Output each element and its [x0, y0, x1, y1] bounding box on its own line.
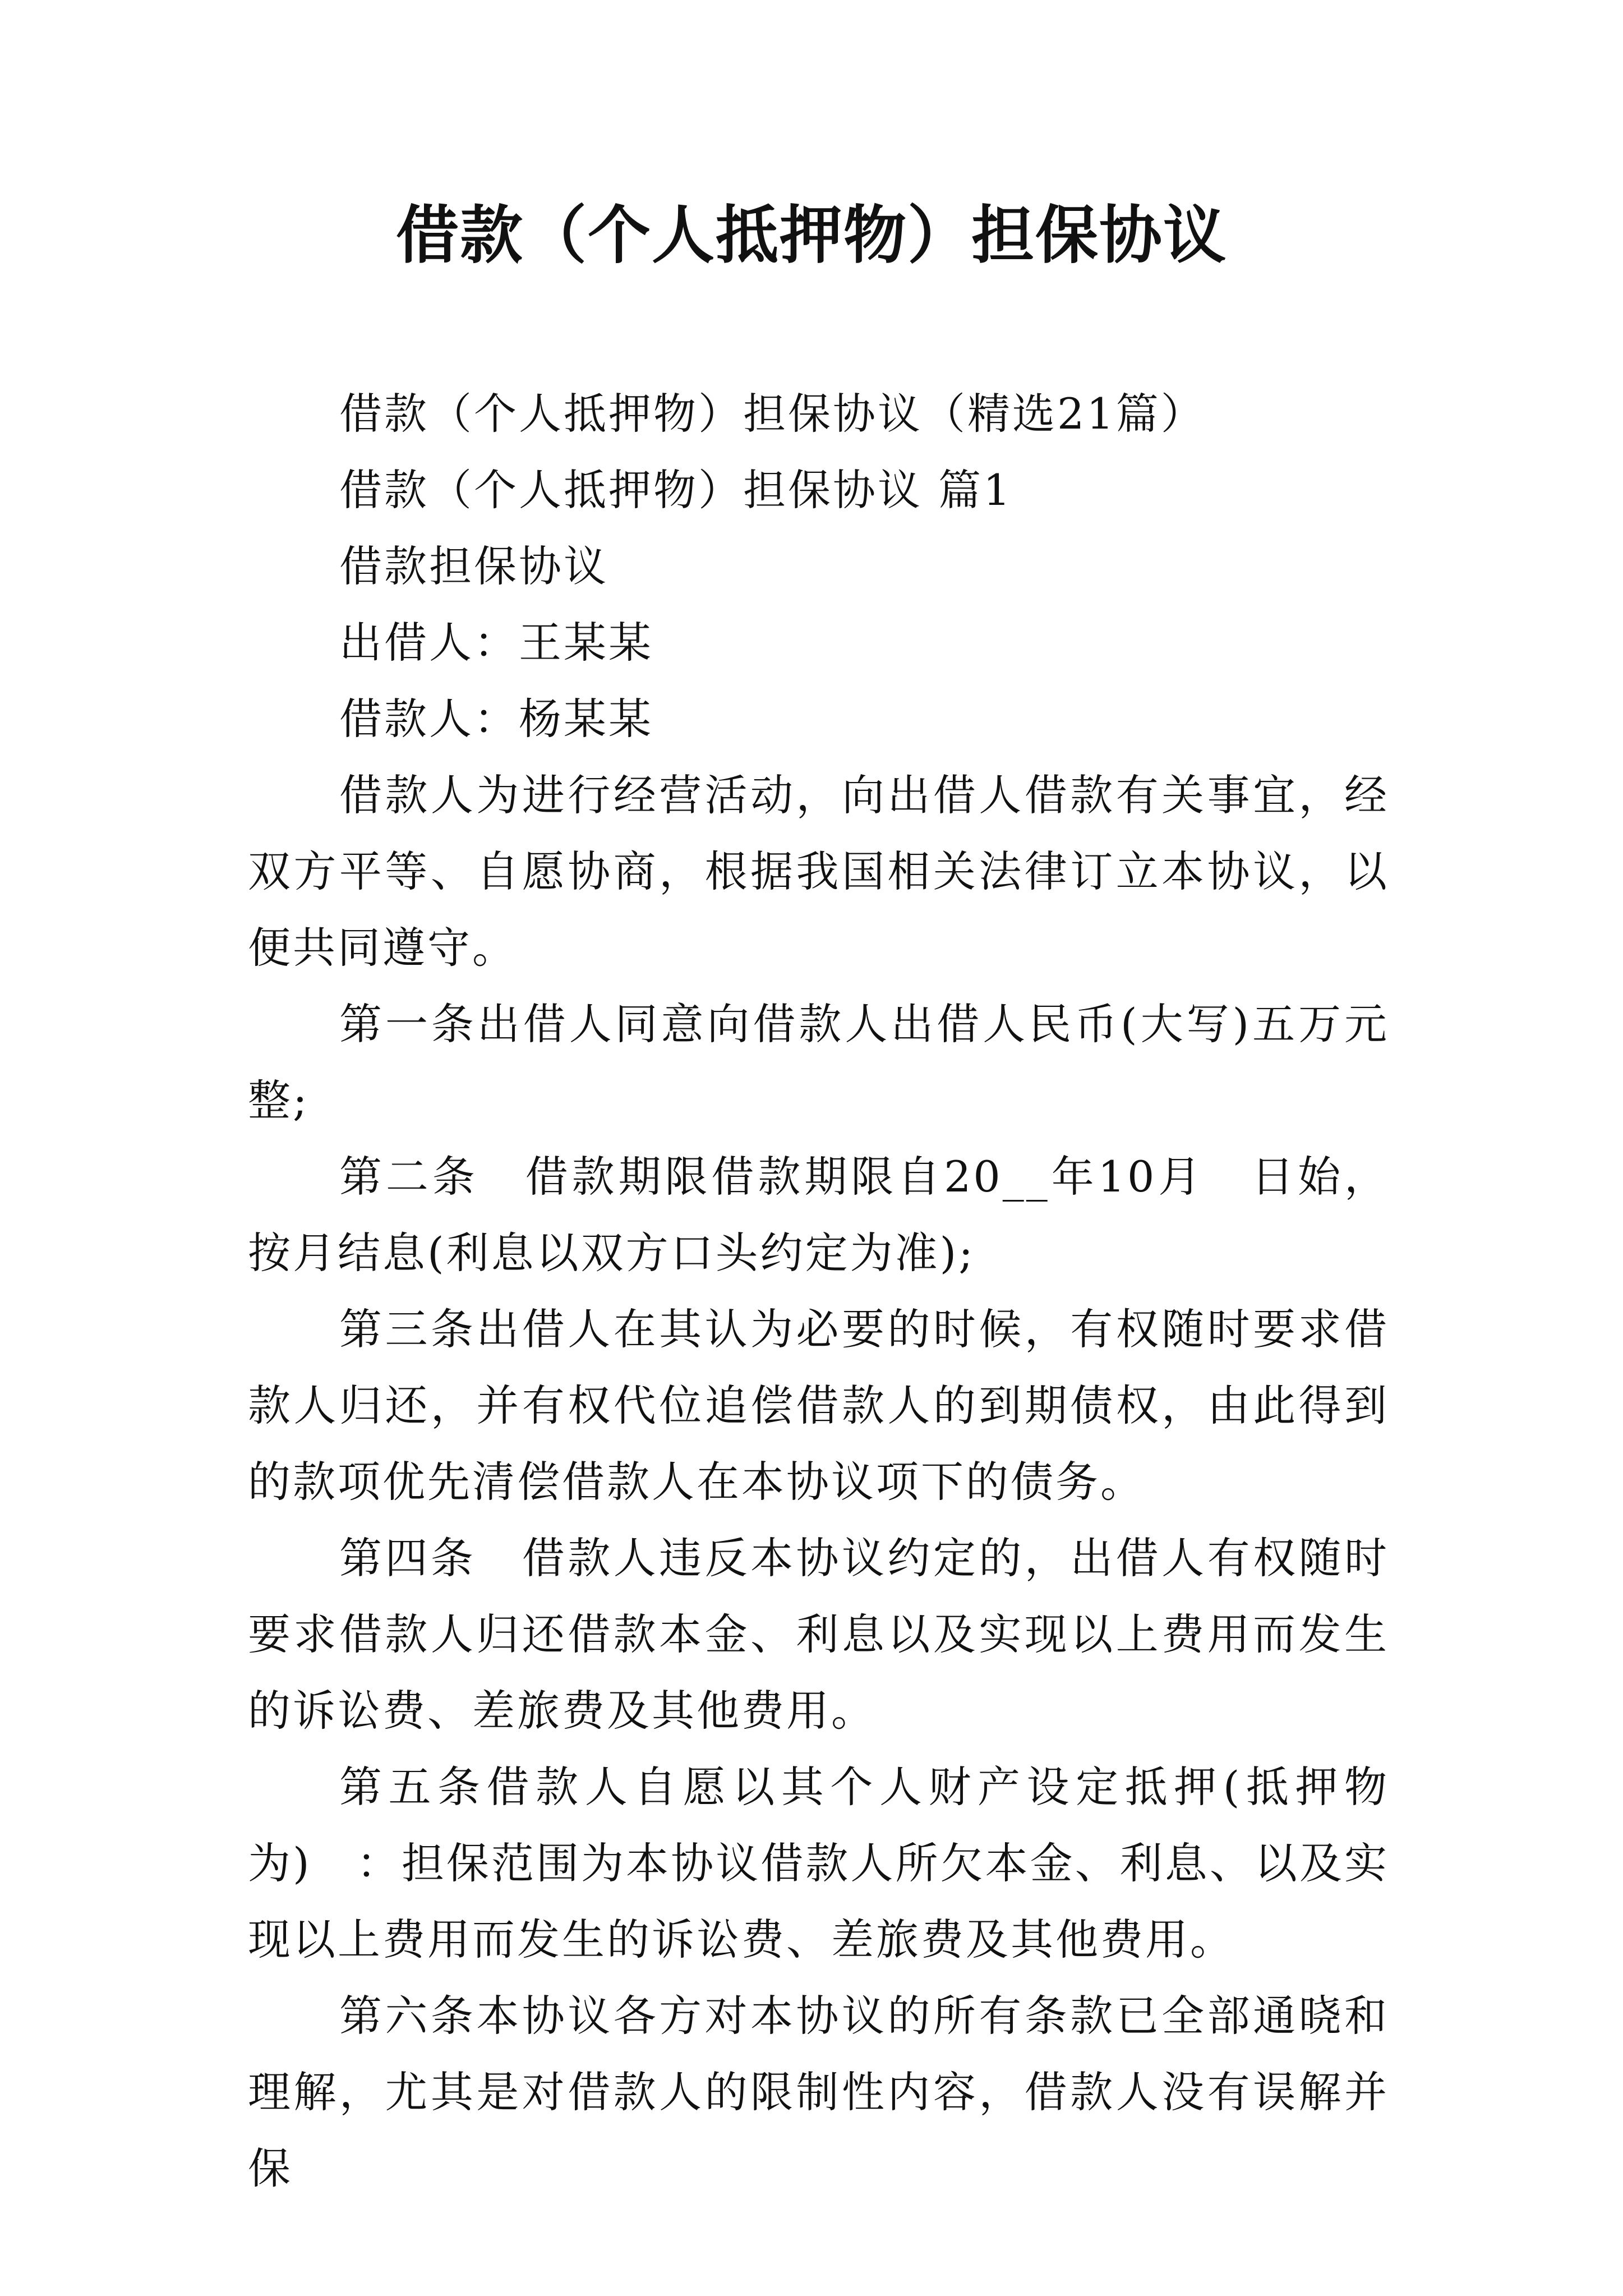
article-4: 第四条 借款人违反本协议约定的，出借人有权随时要求借款人归还借款本金、利息以及实现以上费用而发生的诉讼费、差旅费及其他费用。 — [248, 1533, 1389, 1736]
lender-line: 出借人：王某某 — [339, 618, 653, 668]
borrower-line: 借款人：杨某某 — [339, 694, 653, 744]
preamble-paragraph: 借款人为进行经营活动，向出借人借款有关事宜，经双方平等、自愿协商，根据我国相关法律订立本协议，以便共同遵守。 — [248, 770, 1389, 973]
article-1: 第一条出借人同意向借款人出借人民币(大写)五万元整; — [248, 999, 1389, 1125]
article-2: 第二条 借款期限借款期限自20__年10月 日始，按月结息(利息以双方口头约定为准); — [248, 1152, 1389, 1278]
subtitle-collection: 借款（个人抵押物）担保协议（精选21篇） — [339, 389, 1206, 439]
document-body — [248, 376, 1389, 2207]
article-5: 第五条借款人自愿以其个人财产设定抵押(抵押物为) ：担保范围为本协议借款人所欠本金、利息、以及实现以上费用而发生的诉讼费、差旅费及其他费用。 — [248, 1762, 1389, 1964]
subtitle-part-1: 借款（个人抵押物）担保协议 篇1 — [339, 465, 1013, 515]
article-3: 第三条出借人在其认为必要的时候，有权随时要求借款人归还，并有权代位追偿借款人的到期债权，由此得到的款项优先清偿借款人在本协议项下的债务。 — [248, 1304, 1389, 1507]
article-6: 第六条本协议各方对本协议的所有条款已全部通晓和理解，尤其是对借款人的限制性内容，借款人没有误解并保 — [248, 1991, 1389, 2193]
document-title: 借款（个人抵押物）担保协议 — [396, 199, 1227, 272]
agreement-heading: 借款担保协议 — [339, 541, 608, 591]
